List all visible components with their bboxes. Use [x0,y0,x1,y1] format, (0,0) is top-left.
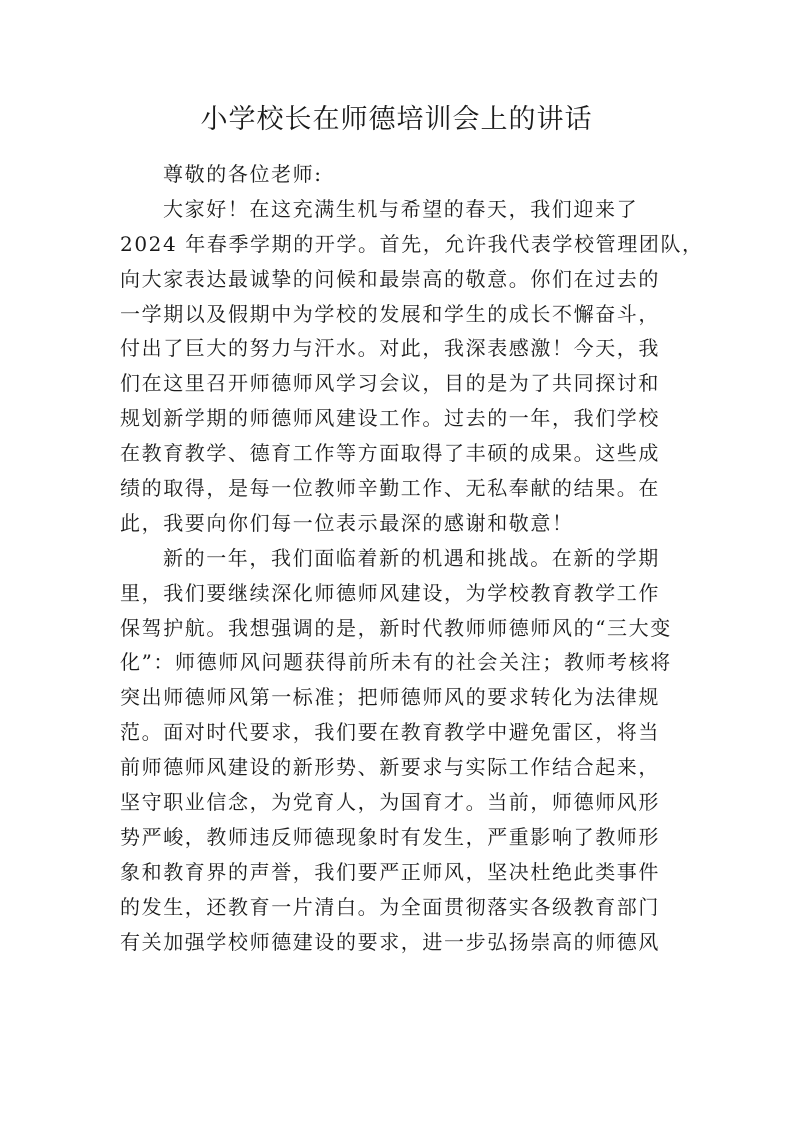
paragraph-line: 里，我们要继续深化师德师风建设，为学校教育教学工作 [120,580,660,605]
paragraph-line: 们在这里召开师德师风学习会议，目的是为了共同探讨和 [120,371,660,396]
paragraph-line: 坚守职业信念，为党育人，为国育才。当前，师德师风形 [120,790,660,815]
paragraph-line: 新的一年，我们面临着新的机遇和挑战。在新的学期 [163,545,660,570]
paragraph-line: 付出了巨大的努力与汗水。对此，我深表感激！今天，我 [120,336,660,361]
paragraph-line: 2024 年春季学期的开学。首先，允许我代表学校管理团队， [120,231,704,256]
paragraph-line: 在教育教学、德育工作等方面取得了丰硕的成果。这些成 [120,441,660,466]
paragraph-line: 的发生，还教育一片清白。为全面贯彻落实各级教育部门 [120,894,660,919]
paragraph-line: 此，我要向你们每一位表示最深的感谢和敬意！ [120,510,574,535]
document-body [120,157,704,959]
paragraph-line: 象和教育界的声誉，我们要严正师风，坚决杜绝此类事件 [120,859,660,884]
paragraph-line: 保驾护航。我想强调的是，新时代教师师德师风的“三大变 [120,615,672,640]
paragraph-line: 大家好！在这充满生机与希望的春天，我们迎来了 [163,196,639,221]
paragraph-line: 前师德师风建设的新形势、新要求与实际工作结合起来， [120,755,660,780]
paragraph-line: 绩的取得，是每一位教师辛勤工作、无私奉献的结果。在 [120,476,660,501]
paragraph-line: 有关加强学校师德建设的要求，进一步弘扬崇高的师德风 [120,929,660,954]
paragraph-line: 范。面对时代要求，我们要在教育教学中避免雷区，将当 [120,720,660,745]
paragraph-line: 化”：师德师风问题获得前所未有的社会关注；教师考核将 [120,650,672,675]
salutation-line: 尊敬的各位老师: [163,162,323,186]
paragraph-line: 一学期以及假期中为学校的发展和学生的成长不懈奋斗， [120,301,660,326]
paragraph-line: 势严峻，教师违反师德现象时有发生，严重影响了教师形 [120,824,660,849]
paragraph-line: 突出师德师风第一标准；把师德师风的要求转化为法律规 [120,685,660,710]
paragraph-line: 规划新学期的师德师风建设工作。过去的一年，我们学校 [120,406,660,431]
document-title: 小学校长在师德培训会上的讲话 [200,104,593,135]
paragraph-line: 向大家表达最诚挚的问候和最崇高的敬意。你们在过去的 [120,266,660,291]
